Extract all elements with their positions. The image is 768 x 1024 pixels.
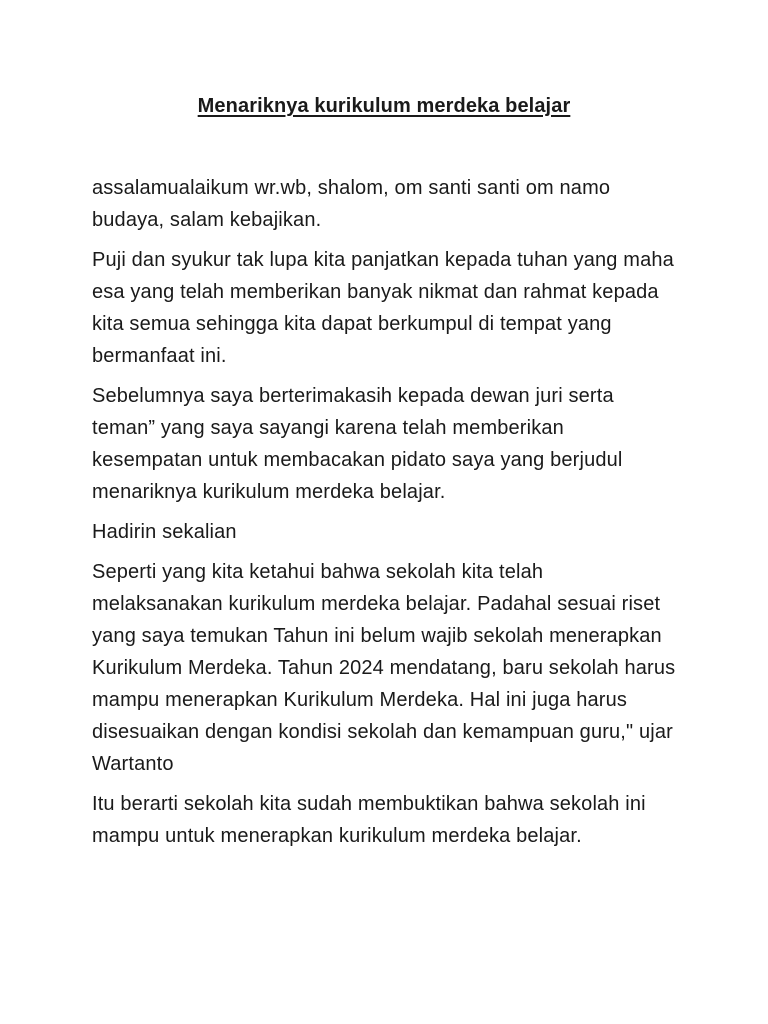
paragraph-gratitude: Puji dan syukur tak lupa kita panjatkan kepada tuhan yang maha esa yang telah memberikan banyak nikmat dan rahmat kepada kita semua sehingga kita dapat berkumpul di tempat yang bermanfaat ini.: [92, 249, 674, 367]
paragraph-body: Seperti yang kita ketahui bahwa sekolah kita telah melaksanakan kurikulum merdeka belajar. Padahal sesuai riset yang saya temukan Tahun ini belum wajib sekolah menerapkan Kurikulum Merdeka. Tahun 2024 mendatang, baru sekolah harus mampu menerapkan Kurikulum Merdeka. Hal ini juga harus disesuaikan dengan kondisi sekolah dan kemampuan guru," ujar Wartanto: [92, 561, 676, 775]
paragraph-thanks: Sebelumnya saya berterimakasih kepada dewan juri serta teman” yang saya sayangi karena telah memberikan kesempatan untuk membacakan pidato saya yang berjudul menariknya kurikulum merdeka belajar.: [92, 385, 623, 503]
paragraph-conclusion: Itu berarti sekolah kita sudah membuktikan bahwa sekolah ini mampu untuk menerapkan kurikulum merdeka belajar.: [92, 793, 646, 847]
paragraph-greeting: assalamualaikum wr.wb, shalom, om santi santi om namo budaya, salam kebajikan.: [92, 177, 611, 231]
document-title: Menariknya kurikulum merdeka belajar: [197, 95, 571, 117]
paragraph-audience: Hadirin sekalian: [92, 521, 237, 543]
